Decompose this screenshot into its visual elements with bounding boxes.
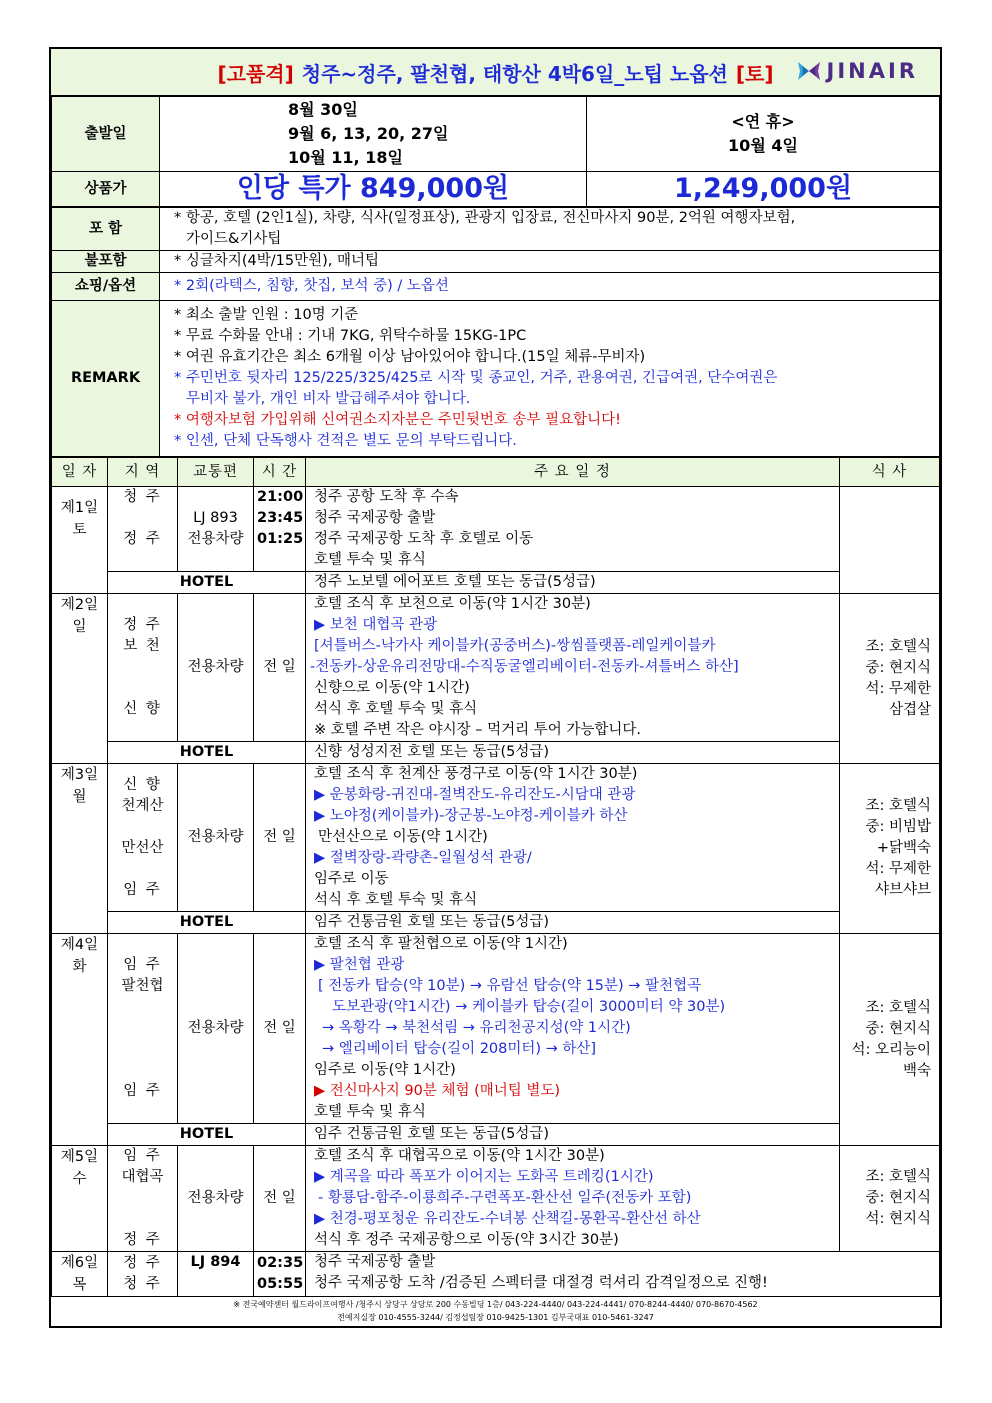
itinerary-item: → 엘리베이터 탑승(길이 208미터) → 하산] — [322, 1041, 597, 1057]
time: 05:55 — [257, 1276, 304, 1292]
remark-7: * 인센, 단체 단독행사 견적은 별도 문의 부탁드립니다. — [174, 433, 517, 449]
day-3-row — [52, 764, 940, 912]
day-4-regions — [108, 934, 178, 1124]
meal-dinner-detail: 샤브샤브 — [874, 882, 931, 898]
day-3-itinerary — [306, 764, 840, 912]
time: 01:25 — [257, 531, 304, 547]
transport — [181, 487, 250, 508]
region: 정 주 — [123, 1255, 162, 1271]
transport: 전용차량 — [187, 531, 244, 547]
time: 23:45 — [257, 510, 304, 526]
itinerary-item: 청주 국제공항 도착 /검증된 스펙터클 대절경 럭셔리 감격일정으로 진행! — [314, 1275, 768, 1291]
meal-dinner: 석: 무제한 — [865, 861, 931, 877]
itinerary-item: → 옥황각 → 북천석림 → 유리천공지성(약 1시간) — [322, 1020, 631, 1036]
day-1-meals — [840, 487, 940, 594]
region: 임 주 — [123, 881, 162, 898]
empty-cell — [52, 572, 108, 594]
grade-badge: [고품격] — [217, 61, 294, 86]
exclude-label: 불포함 — [52, 251, 160, 273]
price-holiday: 1,249,000원 — [587, 172, 940, 207]
itinerary-item: ▶ 운봉화랑-귀진대-절벽잔도-유리잔도-시담대 관광 — [314, 787, 636, 803]
day-3-hotel-row — [52, 912, 940, 934]
header-meal: 식 사 — [840, 458, 940, 487]
butterfly-icon — [795, 60, 823, 82]
remark-2: * 무료 수화물 안내 : 기내 7KG, 위탁수하물 15KG-1PC — [174, 328, 527, 344]
empty-cell — [52, 912, 108, 934]
shopping-text: * 2회(라텍스, 침향, 찻집, 보석 중) / 노옵션 — [160, 273, 940, 301]
day-5-label — [52, 1146, 108, 1252]
holiday-date: 10월 4일 — [728, 136, 798, 155]
itinerary-item: 호텔 조식 후 보천으로 이동(약 1시간 30분) — [314, 596, 591, 612]
meal-dinner: 석: 현지식 — [865, 1211, 931, 1227]
day-3-hotel: 임주 건통금원 호텔 또는 동급(5성급) — [306, 912, 840, 934]
logo-text: JINAIR — [826, 59, 918, 83]
itinerary-item: -전동카-상운유리전망대-수직동굴엘리베이터-전동카-셔틀버스 하산] — [310, 659, 739, 675]
itinerary-item: 정주 국제공항 도착 후 호텔로 이동 — [314, 531, 534, 547]
hotel-label: HOTEL — [108, 572, 306, 594]
transport: LJ 893 — [193, 510, 238, 526]
price-label: 상품가 — [52, 172, 160, 207]
empty-cell — [52, 742, 108, 764]
day-3-label — [52, 764, 108, 912]
footer-contact-2: 전예지실장 010-4555-3244/ 김정섭팀장 010-9425-1301 김부국대표 010-5461-3247 — [337, 1313, 654, 1322]
day-5-transport: 전용차량 — [178, 1146, 254, 1252]
region: 대협곡 — [121, 1169, 164, 1185]
departure-date-2: 9월 6, 13, 20, 27일 — [288, 124, 449, 143]
departure-label: 출발일 — [52, 97, 160, 172]
itinerary-item: 청주 공항 도착 후 수속 — [314, 489, 459, 505]
region — [111, 508, 174, 529]
itinerary-item: 도보관광(약1시간) → 케이블카 탑승(길이 3000미터 약 30분) — [332, 999, 726, 1015]
schedule-header-row — [52, 458, 940, 487]
tour-title: 청주~정주, 팔천협, 태항산 4박6일_노팁 노옵션 — [301, 61, 728, 86]
itinerary-item: ▶ 절벽장랑-곽량촌-일월성석 관광/ — [314, 850, 532, 866]
day-5-meals — [840, 1146, 940, 1252]
footer-contact-1: ※ 전국예약센터 월드라이프여행사 /청주시 상당구 상당로 200 수동빌딩 1층/ 043-224-4440/ 043-224-4441/ 070-8244-4440/ 070-8670-4562 — [233, 1300, 758, 1309]
info-table — [51, 96, 940, 207]
remark-6: * 여행자보험 가입위해 신여권소지자분은 주민뒷번호 송부 필요합니다! — [174, 412, 621, 428]
day-6-row — [52, 1252, 940, 1297]
day-6-regions — [108, 1252, 178, 1297]
remark-4: * 주민번호 뒷자리 125/225/325/425로 시작 및 종교인, 거주, 관용여권, 긴급여권, 단수여권은 — [174, 370, 778, 386]
itinerary-item: 임주로 이동 — [314, 871, 389, 887]
day-2-transport: 전용차량 — [178, 594, 254, 742]
day-2-itinerary — [306, 594, 840, 742]
region: 만선산 — [121, 839, 164, 856]
header-transport: 교통편 — [178, 458, 254, 487]
itinerary-item: - 황룡담-함주-이룡희주-구련폭포-환산선 일주(전동카 포함) — [318, 1190, 692, 1206]
itinerary-item: 청주 국제공항 출발 — [314, 510, 436, 526]
day-6-label — [52, 1252, 108, 1297]
meal-lunch: 중: 현지식 — [865, 1190, 931, 1206]
itinerary-item: [셔틀버스-낙가사 케이블카(공중버스)-쌍씸플랫폼-레일케이블카 — [314, 638, 716, 654]
hotel-label: HOTEL — [108, 1124, 306, 1146]
region: 신 향 — [123, 701, 162, 717]
footer — [51, 1297, 940, 1326]
region: 임 주 — [123, 1148, 162, 1164]
day-6-weekday: 목 — [72, 1277, 87, 1293]
header-itinerary: 주 요 일 정 — [306, 458, 840, 487]
itinerary-item: 석식 후 호텔 투숙 및 휴식 — [314, 892, 478, 908]
day-4-time: 전 일 — [254, 934, 306, 1124]
day-2-weekday: 일 — [72, 619, 87, 635]
include-label: 포 함 — [52, 208, 160, 251]
day-1-itinerary — [306, 487, 840, 572]
region-spacer — [111, 997, 174, 1081]
day-5-weekday: 수 — [72, 1171, 87, 1187]
day-2-row — [52, 594, 940, 742]
itinerary-item: ▶ 팔천협 관광 — [314, 957, 405, 973]
meal-dinner: 석: 무제한 — [865, 680, 931, 697]
day-6-number: 제6일 — [60, 1255, 99, 1271]
day-1-hotel: 정주 노보텔 에어포트 호텔 또는 동급(5성급) — [306, 572, 840, 594]
departure-day-badge: [토] — [735, 61, 774, 86]
day-1-hotel-row — [52, 572, 940, 594]
meal-dinner-detail: 삼겹살 — [888, 701, 931, 718]
day-4-transport: 전용차량 — [178, 934, 254, 1124]
meal-breakfast: 조: 호텔식 — [865, 1169, 931, 1185]
day-6-transport: LJ 894 — [178, 1252, 254, 1297]
region-spacer — [111, 657, 174, 699]
header-region: 지 역 — [108, 458, 178, 487]
departure-date-3: 10월 11, 18일 — [288, 148, 403, 167]
meal-lunch: 중: 비빔밥 — [865, 819, 931, 835]
itinerary-item: ※ 호텔 주변 작은 야시장 – 먹거리 투어 가능합니다. — [314, 722, 642, 738]
hotel-label: HOTEL — [108, 912, 306, 934]
day-6-itinerary — [306, 1252, 940, 1297]
day-4-meals — [840, 934, 940, 1146]
day-4-hotel-row — [52, 1124, 940, 1146]
day-2-regions — [108, 594, 178, 742]
region: 천계산 — [121, 797, 164, 814]
region: 청 주 — [123, 1276, 162, 1292]
itinerary-sheet — [49, 47, 942, 1328]
day-5-itinerary — [306, 1146, 840, 1252]
hotel-label: HOTEL — [108, 742, 306, 764]
day-1-transport — [178, 487, 254, 572]
region-spacer — [111, 817, 174, 838]
meal-breakfast: 조: 호텔식 — [865, 638, 931, 655]
day-2-label — [52, 594, 108, 742]
itinerary-item: 청주 국제공항 출발 — [314, 1254, 436, 1270]
day-3-weekday: 월 — [72, 789, 87, 805]
itinerary-item: ▶ 계곡을 따라 폭포가 이어지는 도화곡 트레킹(1시간) — [314, 1169, 654, 1185]
meal-breakfast: 조: 호텔식 — [865, 798, 931, 814]
meal-lunch: 중: 현지식 — [865, 1020, 931, 1037]
day-3-meals — [840, 764, 940, 934]
itinerary-item: ▶ 전신마사지 90분 체험 (매너팁 별도) — [314, 1083, 561, 1099]
day-6-times — [254, 1252, 306, 1297]
holiday-dates — [587, 97, 940, 172]
remarks — [160, 301, 940, 457]
itinerary-item: 호텔 조식 후 팔천협으로 이동(약 1시간) — [314, 936, 568, 952]
remark-3: * 여권 유효기간은 최소 6개월 이상 남아있어야 합니다.(15일 체류-무비자) — [174, 349, 646, 365]
region: 신 향 — [123, 776, 162, 793]
day-3-time: 전 일 — [254, 764, 306, 912]
itinerary-item: 만선산으로 이동(약 1시간) — [318, 829, 488, 845]
region: 정 주 — [123, 1232, 162, 1248]
day-2-time: 전 일 — [254, 594, 306, 742]
include-line-2: 가이드&기사팁 — [186, 231, 282, 247]
day-3-regions — [108, 764, 178, 912]
remark-label: REMARK — [52, 301, 160, 457]
region-spacer — [111, 1188, 174, 1230]
itinerary-item: ▶ 천경-평포청운 유리잔도-수녀봉 산책길-몽환곡-환산선 하산 — [314, 1211, 701, 1227]
departure-dates — [160, 97, 587, 172]
region: 청 주 — [123, 489, 162, 505]
day-2-number: 제2일 — [60, 597, 99, 613]
day-4-itinerary — [306, 934, 840, 1124]
day-4-row — [52, 934, 940, 1124]
itinerary-item: 호텔 조식 후 천계산 풍경구로 이동(약 1시간 30분) — [314, 766, 638, 782]
day-1-row — [52, 487, 940, 572]
itinerary-item: 석식 후 정주 국제공항으로 이동(약 3시간 30분) — [314, 1232, 619, 1248]
exclude-text: * 싱글차지(4박/15만원), 매너팁 — [160, 251, 940, 273]
day-1-number: 제1일 — [60, 500, 99, 516]
region: 보 천 — [123, 638, 162, 654]
meal-dinner-detail: 백숙 — [902, 1062, 931, 1079]
empty-cell — [52, 1124, 108, 1146]
meal-dinner: 석: 오리능이 — [851, 1041, 931, 1058]
remark-1: * 최소 출발 인원 : 10명 기준 — [174, 307, 359, 323]
header-time: 시 간 — [254, 458, 306, 487]
itinerary-item: 호텔 투숙 및 휴식 — [314, 1104, 426, 1120]
include-line-1: * 항공, 호텔 (2인1실), 차량, 식사(일정표상), 관광지 입장료, 전신마사지 90분, 2억원 여행자보험, — [174, 210, 796, 226]
day-4-label — [52, 934, 108, 1124]
itinerary-item: 신향으로 이동(약 1시간) — [314, 680, 470, 696]
day-2-hotel: 신향 성성지전 호텔 또는 동급(5성급) — [306, 742, 840, 764]
region: 임 주 — [123, 1083, 162, 1099]
day-3-number: 제3일 — [60, 767, 99, 783]
itinerary-item: 석식 후 호텔 투숙 및 휴식 — [314, 701, 478, 717]
region: 정 주 — [123, 531, 162, 547]
day-2-hotel-row — [52, 742, 940, 764]
price-main: 인당 특가 849,000원 — [160, 172, 587, 207]
region-spacer — [111, 859, 174, 880]
day-5-row — [52, 1146, 940, 1252]
day-5-regions — [108, 1146, 178, 1252]
itinerary-item: [ 전동카 탑승(약 10분) → 유람선 탑승(약 15분) → 팔천협곡 — [318, 978, 702, 994]
day-5-number: 제5일 — [60, 1149, 99, 1165]
conditions-table — [51, 207, 940, 457]
departure-date-1: 8월 30일 — [288, 100, 358, 119]
schedule-table — [51, 457, 940, 1297]
itinerary-item: 임주로 이동(약 1시간) — [314, 1062, 456, 1078]
region: 정 주 — [123, 617, 162, 633]
meal-breakfast: 조: 호텔식 — [865, 999, 931, 1016]
meal-lunch: 중: 현지식 — [865, 659, 931, 676]
itinerary-item: 호텔 투숙 및 휴식 — [314, 552, 426, 568]
time: 02:35 — [257, 1255, 304, 1271]
day-4-number: 제4일 — [60, 937, 99, 953]
day-3-transport: 전용차량 — [178, 764, 254, 912]
day-5-time: 전 일 — [254, 1146, 306, 1252]
itinerary-item: ▶ 노야정(케이블카)-장군봉-노야정-케이블카 하산 — [314, 808, 628, 824]
itinerary-item: ▶ 보천 대협곡 관광 — [314, 617, 438, 633]
day-4-weekday: 화 — [72, 959, 87, 975]
region: 임 주 — [123, 957, 162, 973]
holiday-label: <연 휴> — [731, 112, 795, 131]
jinair-logo — [795, 59, 918, 83]
header-day: 일 자 — [52, 458, 108, 487]
itinerary-item: 호텔 조식 후 대협곡으로 이동(약 1시간 30분) — [314, 1148, 605, 1164]
time: 21:00 — [257, 489, 304, 505]
meal-lunch-detail: +닭백숙 — [876, 840, 931, 856]
region: 팔천협 — [121, 978, 164, 994]
day-4-hotel: 임주 건통금원 호텔 또는 동급(5성급) — [306, 1124, 840, 1146]
day-1-regions — [108, 487, 178, 572]
shopping-label: 쇼핑/옵션 — [52, 273, 160, 301]
day-1-label — [52, 487, 108, 572]
title-bar — [51, 49, 940, 96]
day-2-meals — [840, 594, 940, 764]
day-1-weekday: 토 — [72, 522, 87, 538]
include-text — [160, 208, 940, 251]
remark-5: 무비자 불가, 개인 비자 발급해주셔야 합니다. — [186, 391, 471, 407]
day-1-times — [254, 487, 306, 572]
